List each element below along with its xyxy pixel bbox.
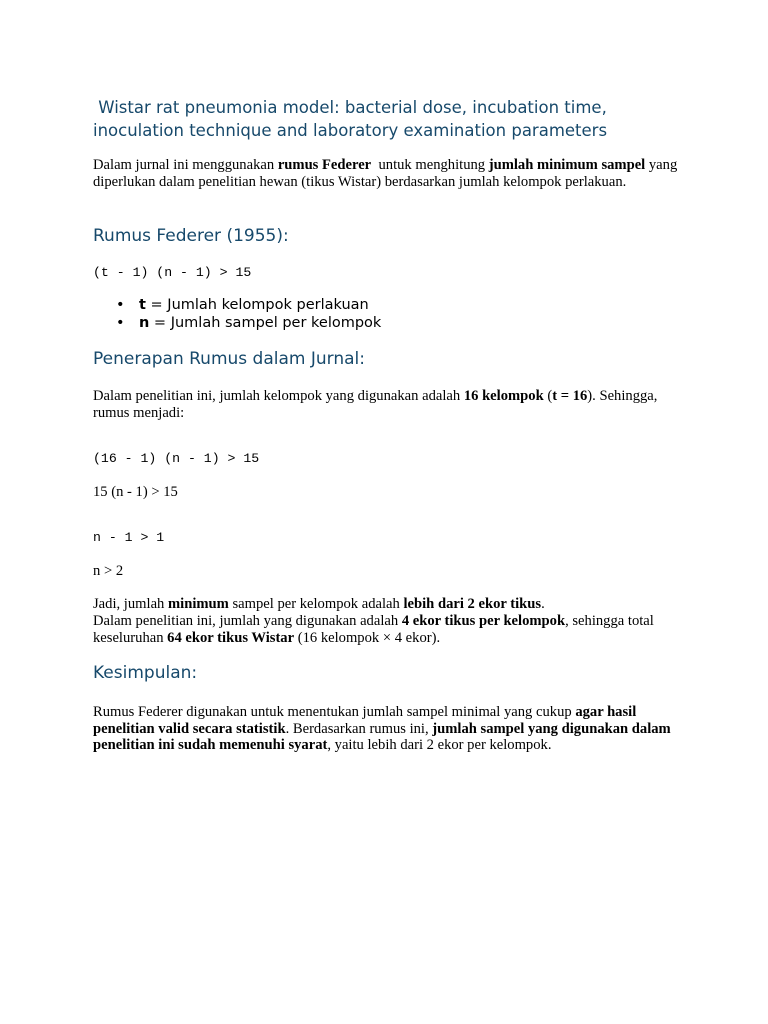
intro-text-3: yang diperlukan dalam penelitian hewan (tikus Wistar) berdasarkan jumlah kelompok perlakuan. <box>93 157 678 190</box>
bullet-icon: • <box>116 297 125 313</box>
app-text-3: ). Sehingga, rumus menjadi: <box>93 388 658 421</box>
list-item <box>93 315 381 333</box>
intro-bold-1: rumus Federer <box>277 157 372 173</box>
intro-bold-2: jumlah minimum sampel <box>488 157 646 173</box>
formula-step-3: n - 1 > 1 <box>93 530 165 545</box>
section-heading-penerapan: Penerapan Rumus dalam Jurnal: <box>93 349 365 369</box>
app-bold-2: t = 16 <box>552 388 588 404</box>
intro-text-1: Dalam jurnal ini menggunakan <box>93 157 278 173</box>
document-title <box>93 96 693 142</box>
variable-desc: = Jumlah sampel per kelompok <box>149 314 382 331</box>
result-text-3: . <box>541 596 545 612</box>
app-bold-1: 16 kelompok <box>463 388 544 404</box>
result-text-2: sampel per kelompok adalah <box>228 596 404 612</box>
section-heading-rumus: Rumus Federer (1955): <box>93 226 289 246</box>
variable-term: n <box>139 314 150 331</box>
formula-step-4: n > 2 <box>93 563 124 579</box>
conclusion-paragraph <box>93 704 683 754</box>
total-bold-1: 4 ekor tikus per kelompok <box>401 613 566 629</box>
total-text-3: (16 kelompok × 4 ekor). <box>294 629 441 646</box>
formula-step-1: (16 - 1) (n - 1) > 15 <box>93 451 260 466</box>
total-paragraph <box>93 613 683 646</box>
intro-paragraph <box>93 157 683 190</box>
application-paragraph <box>93 388 683 421</box>
conclusion-bold-1: agar hasil penelitian valid secara statistik <box>93 704 637 737</box>
conclusion-bold-2: jumlah sampel yang digunakan dalam penelitian ini sudah memenuhi syarat <box>93 720 671 754</box>
total-text-1: Dalam penelitian ini, jumlah yang digunakan adalah <box>93 613 402 629</box>
result-bold-2: lebih dari 2 ekor tikus <box>403 596 542 612</box>
variable-list <box>93 297 381 332</box>
conclusion-text-2: . Berdasarkan rumus ini, <box>285 720 433 737</box>
conclusion-text-1: Rumus Federer digunakan untuk menentukan jumlah sampel minimal yang cukup <box>93 704 576 720</box>
app-text-2: ( <box>543 388 553 404</box>
bullet-icon: • <box>116 314 125 331</box>
document-title-text: Wistar rat pneumonia model: bacterial dose, incubation time, inoculation technique and laboratory examination parameters <box>93 98 608 140</box>
total-bold-2: 64 ekor tikus Wistar <box>167 629 295 646</box>
total-text-2: , sehingga total keseluruhan <box>93 613 654 646</box>
variable-desc: = Jumlah kelompok perlakuan <box>145 297 369 313</box>
intro-text-2: untuk menghitung <box>371 157 489 173</box>
formula-step-2: 15 (n - 1) > 15 <box>93 484 178 500</box>
list-item <box>93 297 381 315</box>
app-text-1: Dalam penelitian ini, jumlah kelompok yang digunakan adalah <box>93 388 464 404</box>
result-text-1: Jadi, jumlah <box>93 596 168 612</box>
variable-term: t <box>139 297 146 313</box>
formula-federer: (t - 1) (n - 1) > 15 <box>93 265 252 280</box>
result-bold-1: minimum <box>168 596 229 612</box>
conclusion-text-3: , yaitu lebih dari 2 ekor per kelompok. <box>327 737 552 754</box>
result-paragraph <box>93 596 683 613</box>
section-heading-kesimpulan: Kesimpulan: <box>93 663 198 683</box>
